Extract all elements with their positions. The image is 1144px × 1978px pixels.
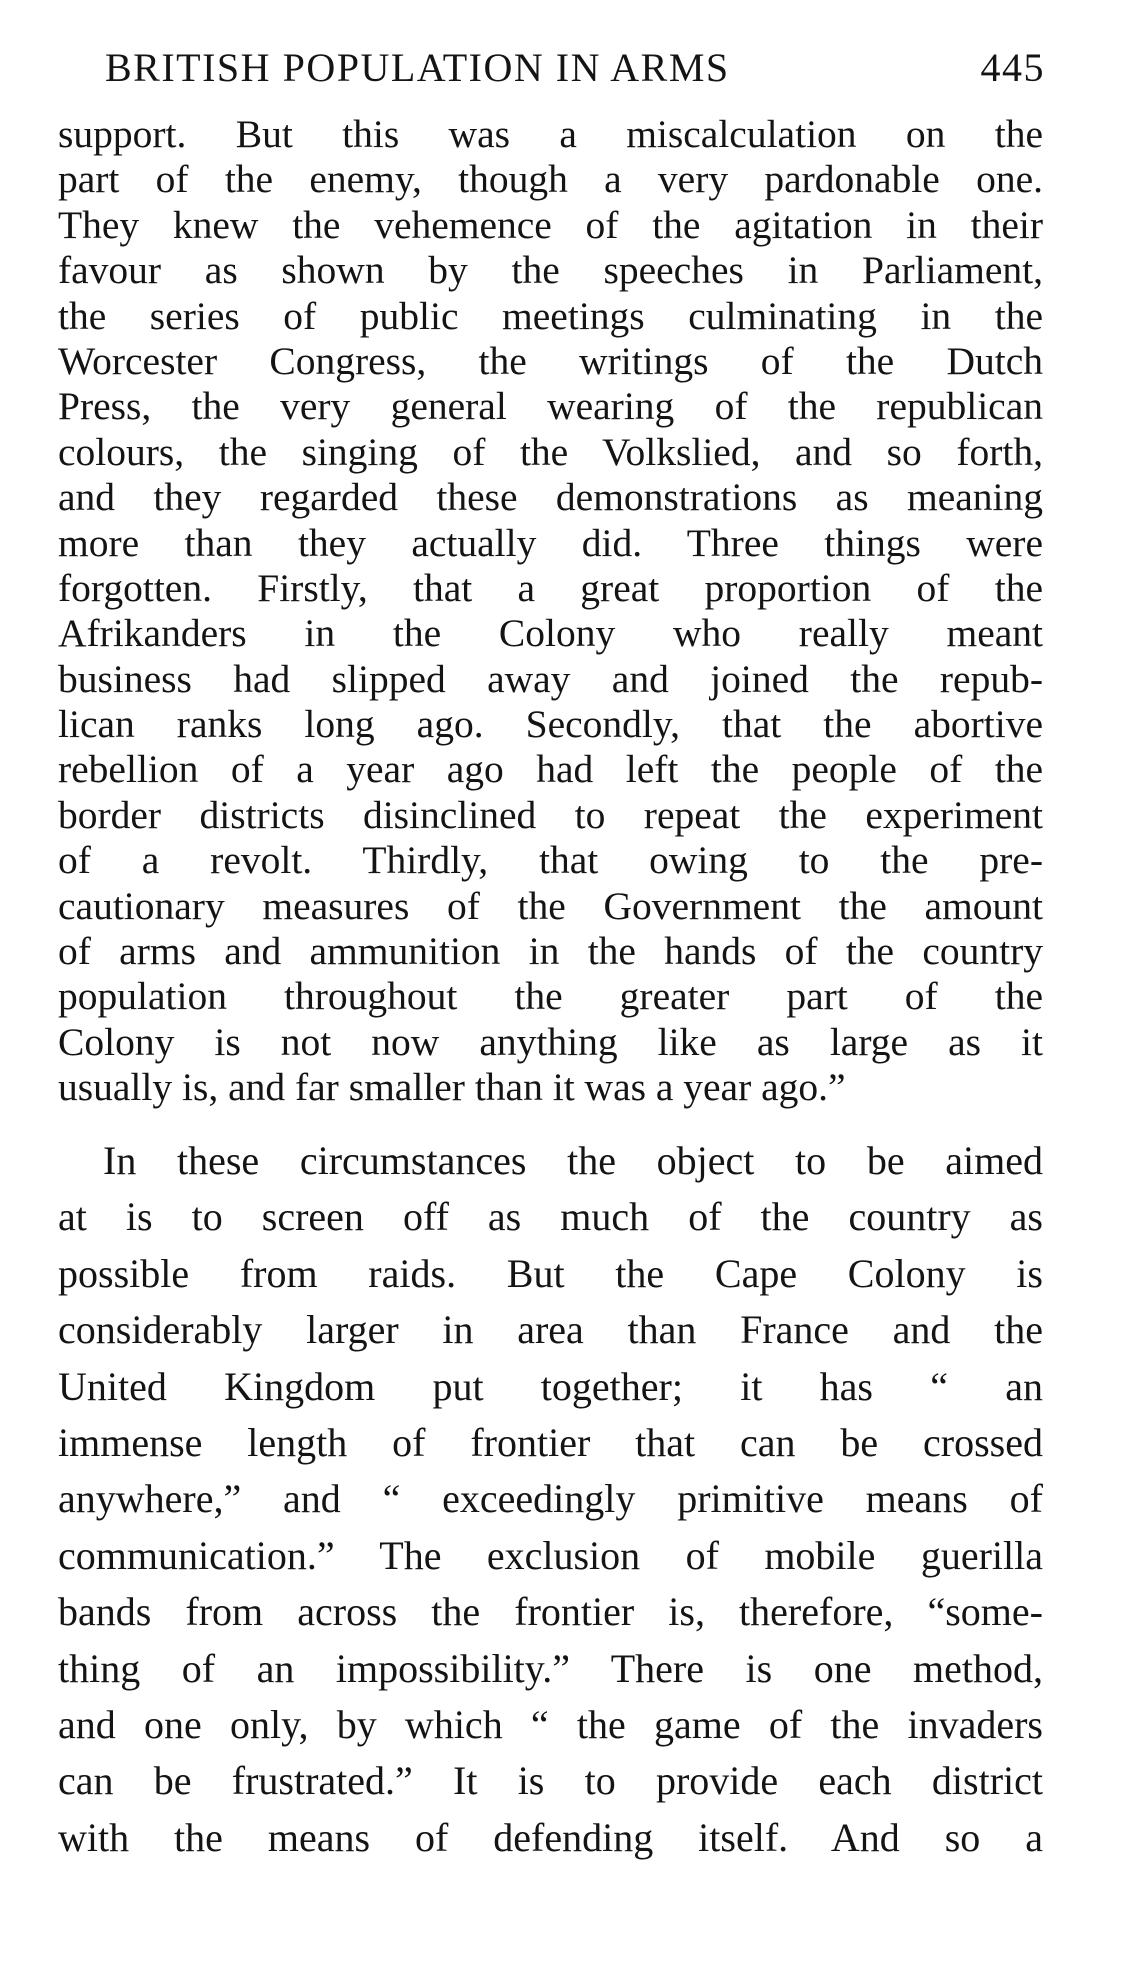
text-line: thing of an impossibility.” There is one method, [58,1645,1043,1691]
text-line: colours, the singing of the Volkslied, and so forth, [58,429,1043,474]
text-line: Afrikanders in the Colony who really meant [58,611,1043,656]
text-line: at is to screen off as much of the country as [58,1194,1043,1240]
text-line: United Kingdom put together; it has “ an [58,1363,1043,1409]
text-line: part of the enemy, though a very pardonable one. [58,157,1043,202]
body-paragraph [58,1133,1043,1866]
text-line: Colony is not now anything like as large as it [58,1019,1043,1064]
text-line: forgotten. Firstly, that a great proportion of the [58,565,1043,610]
text-line: rebellion of a year ago had left the people of the [58,747,1043,792]
running-title: BRITISH POPULATION IN ARMS [105,45,730,90]
text-line: usually is, and far smaller than it was a year ago.” [58,1065,846,1110]
text-line: anywhere,” and “ exceedingly primitive means of [58,1476,1043,1522]
page-number: 445 [980,45,1045,90]
text-line: favour as shown by the speeches in Parliament, [58,248,1043,293]
text-line: and one only, by which “ the game of the invaders [58,1701,1043,1747]
running-head [60,40,1045,100]
text-line: more than they actually did. Three things were [58,520,1043,565]
text-line: support. But this was a miscalculation on the [58,112,1043,156]
text-line: cautionary measures of the Government the amount [58,883,1043,928]
text-line: In these circumstances the object to be aimed [103,1138,1043,1183]
text-line: border districts disinclined to repeat the experiment [58,792,1043,837]
text-line: of a revolt. Thirdly, that owing to the pre- [58,838,1043,883]
text-line: the series of public meetings culminating in the [58,293,1043,338]
text-line: business had slipped away and joined the repub- [58,656,1043,701]
text-line: possible from raids. But the Cape Colony is [58,1250,1043,1296]
text-line: immense length of frontier that can be crossed [58,1419,1043,1465]
text-line: They knew the vehemence of the agitation in their [58,202,1043,247]
text-line: population throughout the greater part of the [58,974,1043,1019]
text-line: lican ranks long ago. Secondly, that the abortive [58,702,1043,747]
text-line: Worcester Congress, the writings of the Dutch [58,338,1043,383]
text-line: and they regarded these demonstrations as meaning [58,475,1043,520]
text-line: of arms and ammunition in the hands of the country [58,929,1043,974]
text-line: Press, the very general wearing of the republican [58,384,1043,429]
quoted-text-block [58,112,1043,1111]
text-line: bands from across the frontier is, therefore, “some- [58,1589,1043,1635]
text-line: with the means of defending itself. And so a [58,1814,1043,1860]
text-line: can be frustrated.” It is to provide each district [58,1758,1043,1804]
text-line: considerably larger in area than France and the [58,1307,1043,1353]
text-line: communication.” The exclusion of mobile guerilla [58,1532,1043,1578]
